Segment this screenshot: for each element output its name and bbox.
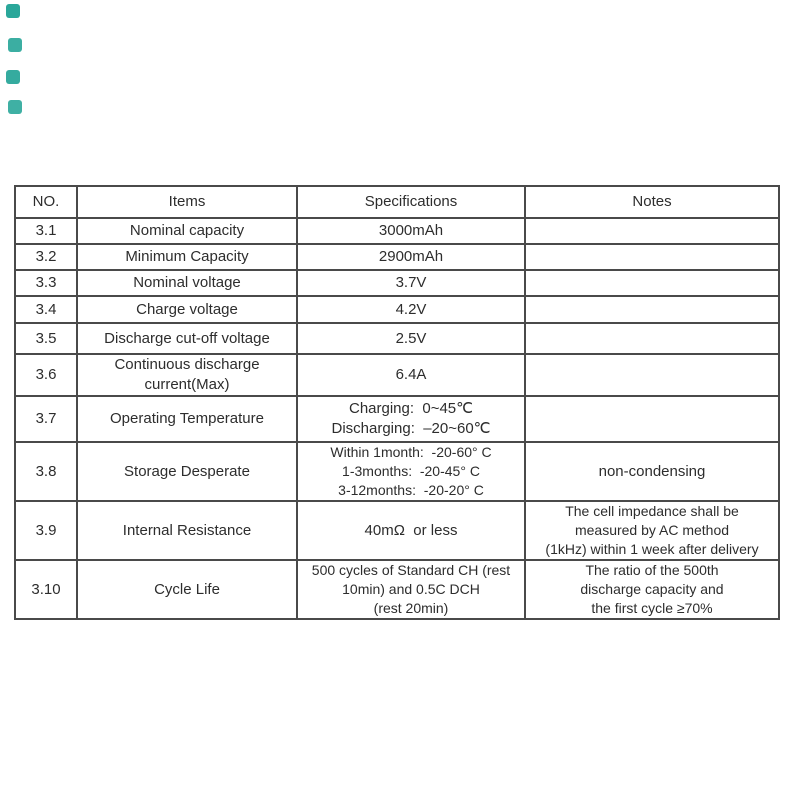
table-row xyxy=(15,218,779,244)
item-label: Discharge cut-off voltage xyxy=(104,329,270,347)
table-row xyxy=(15,396,779,442)
cell-item xyxy=(77,560,297,619)
cell-no xyxy=(15,270,77,296)
cell-no xyxy=(15,560,77,619)
header-label: NO. xyxy=(32,193,60,210)
header-notes xyxy=(525,186,779,218)
row-number: 3.10 xyxy=(31,581,61,598)
cell-item xyxy=(77,501,297,560)
spec-value: (rest 20min) xyxy=(373,600,449,616)
cell-item xyxy=(77,244,297,270)
cell-spec xyxy=(297,296,525,323)
table-row xyxy=(15,323,779,354)
spec-table xyxy=(14,185,780,620)
notes-value: the first cycle ≥70% xyxy=(591,600,713,616)
table-row xyxy=(15,244,779,270)
cell-spec xyxy=(297,270,525,296)
cell-spec xyxy=(297,442,525,501)
cell-spec xyxy=(297,323,525,354)
cell-notes xyxy=(525,244,779,270)
corner-mark-icon xyxy=(8,38,22,52)
header-label: Items xyxy=(168,193,206,210)
spec-value: Discharging: –20~60℃ xyxy=(331,420,491,437)
cell-notes xyxy=(525,218,779,244)
header-label: Specifications xyxy=(364,193,458,210)
item-label: Storage Desperate xyxy=(124,463,250,480)
spec-value: 40mΩ or less xyxy=(364,522,458,539)
row-number: 3.7 xyxy=(35,410,57,427)
cell-item xyxy=(77,270,297,296)
table-row xyxy=(15,560,779,619)
spec-value: 6.4A xyxy=(395,366,427,383)
spec-value: 2900mAh xyxy=(378,248,444,265)
spec-value: Within 1month: -20-60° C xyxy=(330,444,492,460)
table-row xyxy=(15,501,779,560)
item-label: Minimum Capacity xyxy=(125,248,249,265)
cell-item xyxy=(77,354,297,396)
corner-mark-icon xyxy=(8,100,22,114)
row-number: 3.4 xyxy=(35,300,57,318)
cell-item xyxy=(77,323,297,354)
cell-notes xyxy=(525,323,779,354)
cell-no xyxy=(15,323,77,354)
header-specifications xyxy=(297,186,525,218)
cell-notes xyxy=(525,442,779,501)
cell-no xyxy=(15,442,77,501)
spec-value: 3-12months: -20-20° C xyxy=(338,482,484,498)
notes-value: measured by AC method xyxy=(574,522,730,538)
notes-value: The ratio of the 500th xyxy=(585,562,719,578)
item-label: Nominal capacity xyxy=(129,222,245,239)
cell-no xyxy=(15,244,77,270)
cell-item xyxy=(77,296,297,323)
row-number: 3.9 xyxy=(35,522,57,539)
header-label: Notes xyxy=(632,193,672,210)
header-no xyxy=(15,186,77,218)
spec-value: 4.2V xyxy=(395,300,427,318)
cell-no xyxy=(15,296,77,323)
spec-value: 3000mAh xyxy=(378,222,444,239)
cell-spec xyxy=(297,354,525,396)
cell-notes xyxy=(525,270,779,296)
cell-spec xyxy=(297,501,525,560)
table-row xyxy=(15,270,779,296)
corner-mark-icon xyxy=(6,70,20,84)
spec-value: 1-3months: -20-45° C xyxy=(342,463,480,479)
corner-mark-icon xyxy=(6,4,20,18)
notes-value: The cell impedance shall be xyxy=(565,503,739,519)
cell-notes xyxy=(525,501,779,560)
cell-no xyxy=(15,396,77,442)
cell-spec xyxy=(297,244,525,270)
item-label: Continuous discharge current(Max) xyxy=(114,356,264,393)
row-number: 3.6 xyxy=(35,366,57,383)
cell-notes xyxy=(525,296,779,323)
row-number: 3.3 xyxy=(35,274,57,291)
cell-spec xyxy=(297,396,525,442)
row-number: 3.1 xyxy=(35,222,57,239)
cell-notes xyxy=(525,396,779,442)
cell-notes xyxy=(525,354,779,396)
cell-item xyxy=(77,396,297,442)
notes-value: non-condensing xyxy=(598,463,706,480)
spec-value: 2.5V xyxy=(395,329,427,347)
item-label: Nominal voltage xyxy=(133,274,241,291)
cell-no xyxy=(15,501,77,560)
cell-item xyxy=(77,218,297,244)
cell-no xyxy=(15,218,77,244)
cell-spec xyxy=(297,560,525,619)
cell-item xyxy=(77,442,297,501)
item-label: Internal Resistance xyxy=(122,522,252,539)
spec-value: 500 cycles of Standard CH (rest xyxy=(311,562,511,578)
cell-spec xyxy=(297,218,525,244)
table-row xyxy=(15,442,779,501)
table-row xyxy=(15,296,779,323)
item-label: Operating Temperature xyxy=(110,410,264,427)
cell-no xyxy=(15,354,77,396)
notes-value: (1kHz) within 1 week after delivery xyxy=(545,541,759,557)
cell-notes xyxy=(525,560,779,619)
item-label: Cycle Life xyxy=(154,581,220,598)
spec-value: 10min) and 0.5C DCH xyxy=(342,581,480,597)
spec-value: 3.7V xyxy=(395,274,427,291)
row-number: 3.2 xyxy=(35,248,57,265)
row-number: 3.8 xyxy=(35,463,57,480)
notes-value: discharge capacity and xyxy=(580,581,724,597)
item-label: Charge voltage xyxy=(136,300,238,318)
row-number: 3.5 xyxy=(35,329,57,347)
header-row xyxy=(15,186,779,218)
spec-value: Charging: 0~45℃ xyxy=(348,400,473,417)
table-row xyxy=(15,354,779,396)
header-items xyxy=(77,186,297,218)
